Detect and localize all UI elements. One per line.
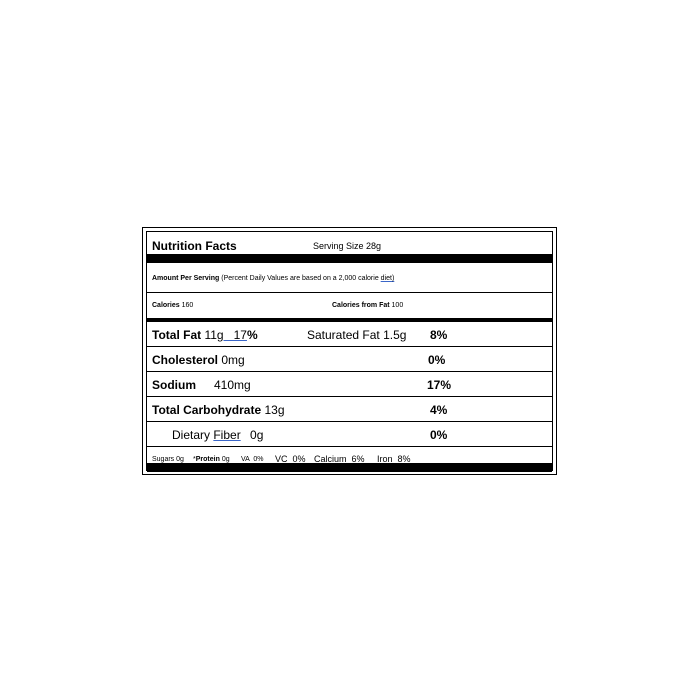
dietary-fiber-amount: 0g [250, 428, 264, 442]
calories-from-fat [332, 302, 403, 309]
dietary-fiber-row [147, 422, 552, 447]
total-carbohydrate-pct: 4% [430, 403, 448, 417]
vitamin-a: VA 0% [241, 456, 264, 463]
calories-row [147, 293, 552, 322]
sodium-row [147, 372, 552, 397]
saturated-fat [307, 328, 406, 342]
sodium-label: Sodium [152, 378, 196, 392]
saturated-fat-amount: 1.5g [383, 328, 407, 342]
calories-from-fat-label: Calories from Fat [332, 302, 390, 309]
fiber-link: Fiber [213, 428, 241, 442]
total-carbohydrate-amount: 13g [264, 403, 285, 417]
total-carbohydrate-row [147, 397, 552, 422]
total-fat-amount: 11 [204, 328, 217, 342]
sodium-amount: 410mg [214, 378, 251, 392]
nutrition-facts-panel [146, 231, 553, 471]
amount-per-serving-label: Amount Per Serving [152, 275, 220, 282]
diet-link: diet) [380, 275, 395, 282]
saturated-fat-pct: 8% [430, 328, 448, 342]
calcium: Calcium 6% [314, 454, 365, 464]
dietary-fiber [172, 428, 263, 442]
vitamin-c: VC 0% [275, 454, 306, 464]
protein-label: Protein [195, 456, 220, 463]
total-fat [152, 328, 258, 342]
daily-values-note: (Percent Daily Values are based on a 2,000 calorie [221, 275, 381, 282]
header-row [147, 232, 552, 263]
nutrition-facts-label [142, 227, 557, 475]
calories-label: Calories [152, 302, 180, 309]
cholesterol [152, 353, 245, 367]
amount-per-serving-text [152, 275, 394, 282]
cholesterol-pct: 0% [428, 353, 446, 367]
total-fat-row [147, 322, 552, 347]
calories-value: 160 [181, 302, 194, 309]
sugars: Sugars 0g [152, 456, 184, 463]
calories [152, 302, 193, 309]
iron: Iron 8% [377, 454, 411, 464]
cholesterol-amount: 0mg [221, 353, 245, 367]
serving-size: Serving Size 28g [313, 241, 382, 251]
amount-per-serving-row [147, 263, 552, 293]
saturated-fat-label: Saturated Fat [307, 328, 380, 342]
cholesterol-label: Cholesterol [152, 353, 219, 367]
protein [193, 456, 230, 463]
total-carbohydrate [152, 403, 285, 417]
total-carbohydrate-label: Total Carbohydrate [152, 403, 262, 417]
total-fat-label: Total Fat [152, 328, 202, 342]
label-title: Nutrition Facts [152, 239, 237, 253]
footer-row [147, 447, 552, 472]
calories-from-fat-value: 100 [391, 302, 404, 309]
protein-marker: * [193, 456, 196, 463]
cholesterol-row [147, 347, 552, 372]
dietary-fiber-pct: 0% [430, 428, 448, 442]
total-fat-pct-suffix: % [246, 328, 258, 342]
sodium-pct: 17% [427, 378, 452, 392]
total-fat-link: g 17 [216, 328, 247, 342]
protein-value: 0g [221, 456, 230, 463]
dietary-fiber-label: Dietary [172, 428, 214, 442]
